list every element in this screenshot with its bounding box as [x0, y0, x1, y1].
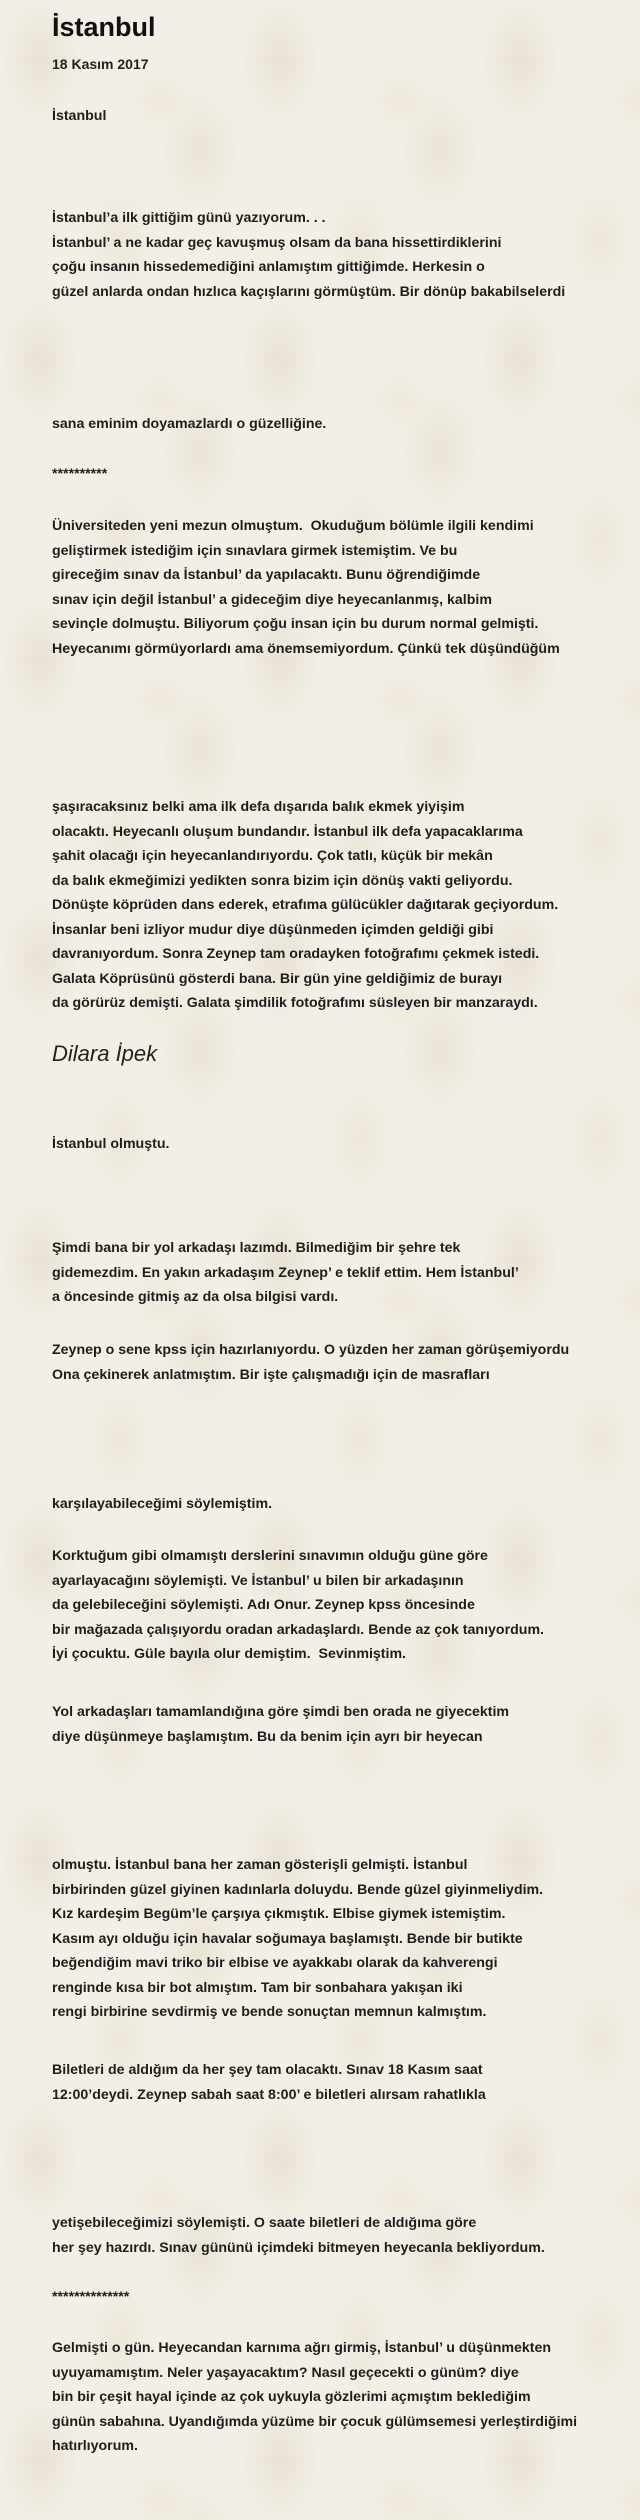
paragraph-3: sana eminim doyamazlardı o güzelliğine.	[52, 416, 327, 432]
separator-2: **************	[52, 2289, 130, 2305]
paragraph-5: şaşıracaksınız belki ama ilk defa dışarıda balık ekmek yiyişim olacaktı. Heyecanlı oluşum bundandır. İstanbul ilk defa yapacaklarıma şahit olacağı için heyecanlandırıyordu. Çok tatlı, küçük bir mekân da balık ekmeğimizi yedikten sonra bizim için dönüş vakti geliyordu. Dönüşte köprüden dans ederek, etrafıma gülücükler dağıtarak geçiyordum. İnsanlar beni izliyor mudur diye düşünmeden içimden geldiği gibi davranıyordum. Sonra Zeynep tam oradayken fotoğrafımı çekmek istedi. Galata Köprüsünü gösterdi bana. Bir gün yine geldiğimiz de burayı da görürüz demişti. Galata şimdilik fotoğrafımı süsleyen bir manzaraydı.	[52, 799, 559, 1011]
paragraph-4: Üniversiteden yeni mezun olmuştum. Okuduğum bölümle ilgili kendimi geliştirmek istediğim için sınavlara girmek istemiştim. Ve bu gireceğim sınav da İstanbul’ da yapılacaktı. Bunu öğrendiğimde sınav için değil İstanbul’ a gideceğim diye heyecanlanmış, kalbim sevinçle dolmuştu. Biliyorum çoğu insan için bu durum normal gelmişti. Heyecanımı görmüyorlardı ama önemsemiyordum. Çünkü tek düşündüğüm	[52, 518, 560, 657]
post-date: 18 Kasım 2017	[52, 56, 149, 72]
paragraph-6: İstanbul olmuştu.	[52, 1136, 170, 1152]
paragraph-2: İstanbul’a ilk gittiğim günü yazıyorum. . . İstanbul’ a ne kadar geç kavuşmuş olsam da bana hissettirdiklerini çoğu insanın hissedemediğini anlamıştım gittiğimde. Herkesin o güzel anlarda ondan hızlıca kaçışlarını görmüştüm. Bir dönüp bakabilselerdi	[52, 210, 566, 300]
paragraph-7: Şimdi bana bir yol arkadaşı lazımdı. Bilmediğim bir şehre tek gidemezdim. En yakın arkadaşım Zeynep’ e teklif ettim. Hem İstanbul’ a öncesinde gitmiş az da olsa bilgisi vardı.	[52, 1240, 519, 1305]
paragraph-15: Gelmişti o gün. Heyecandan karnıma ağrı girmiş, İstanbul’ u düşünmekten uyuyamamıştım. Neler yaşayacaktım? Nasıl geçecekti o günüm? diye bin bir çeşit hayal içinde az çok uykuyla gözlerimi açmıştım beklediğim günün sabahına. Uyandığımda yüzüme bir çocuk gülümsemesi yerleştirdiğimi hatırlıyorum.	[52, 2340, 578, 2454]
paragraph-9: karşılayabileceğimi söylemiştim.	[52, 1496, 273, 1512]
paragraph-13: Biletleri de aldığım da her şey tam olacaktı. Sınav 18 Kasım saat 12:00’deydi. Zeynep sabah saat 8:00’ e biletleri alırsam rahatlıkla	[52, 2062, 486, 2103]
paragraph-12: olmuştu. İstanbul bana her zaman gösterişli gelmişti. İstanbul birbirinden güzel giyinen kadınlarla doluydu. Bende güzel giyinmeliydim. Kız kardeşim Begüm’le çarşıya çıkmıştık. Elbise giymek istemiştim. Kasım ayı olduğu için havalar soğumaya başlamıştı. Bende bir butikte beğendiğim mavi triko bir elbise ve ayakkabı olarak da kahverengi renginde kısa bir bot almıştım. Tam bir sonbahara yakışan iki rengi birbirine sevdirmiş ve bende sonuçtan memnun kalmıştım.	[52, 1857, 544, 2020]
paragraph-11: Yol arkadaşları tamamlandığına göre şimdi ben orada ne giyecektim diye düşünmeye başlamıştım. Bu da benim için ayrı bir heyecan	[52, 1704, 510, 1745]
paragraph-14: yetişebileceğimizi söylemişti. O saate biletleri de aldığıma göre her şey hazırdı. Sınav gününü içimdeki bitmeyen heyecanla bekliyordum.	[52, 2215, 545, 2256]
post-title: İstanbul	[52, 12, 156, 42]
separator-1: **********	[52, 466, 108, 482]
paragraph-1: İstanbul	[52, 108, 107, 124]
author-signature: Dilara İpek	[52, 1041, 158, 1066]
paragraph-10: Korktuğum gibi olmamıştı derslerini sınavımın olduğu güne göre ayarlayacağını söylemişti. Ve İstanbul’ u bilen bir arkadaşının da gelebileceğini söylemişti. Adı Onur. Zeynep kpss öncesinde bir mağazada çalışıyordu oradan arkadaşlardı. Bende az çok tanıyordum. İyi çocuktu. Güle bayıla olur demiştim. Sevinmiştim.	[52, 1548, 544, 1662]
paragraph-8: Zeynep o sene kpss için hazırlanıyordu. O yüzden her zaman görüşemiyordu Ona çekinerek anlatmıştım. Bir işte çalışmadığı için de masrafları	[52, 1342, 570, 1383]
